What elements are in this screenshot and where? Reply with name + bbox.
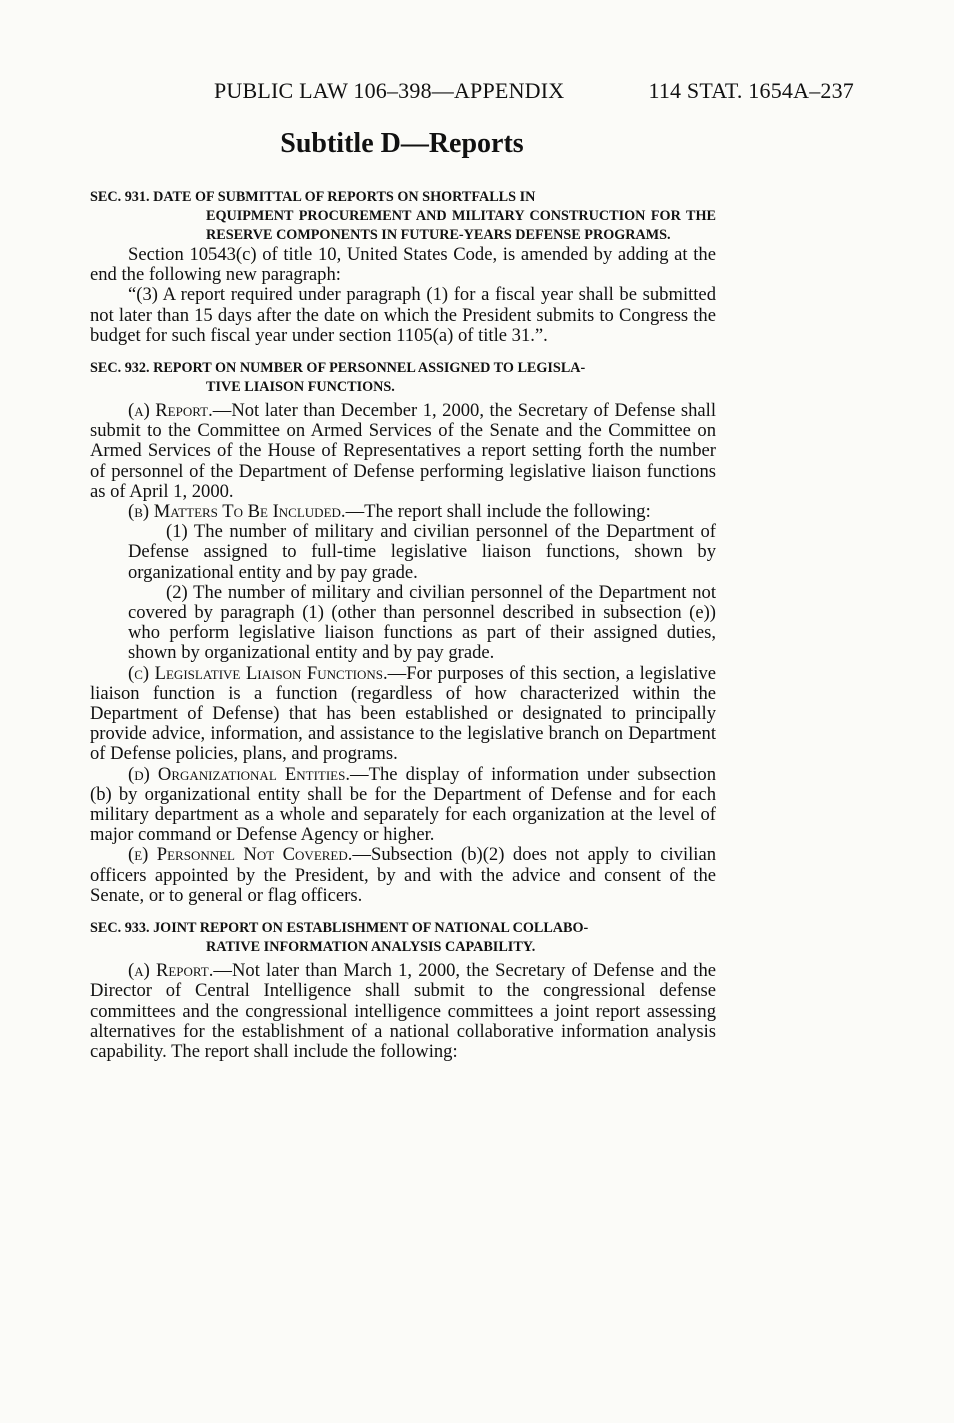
sec-932-e-heading: (e) Personnel Not Covered. [128,844,353,866]
sec-933-subsection-a [90,961,716,1062]
sec-932-subsection-e [90,845,716,906]
sec-932-d-text: —The display of information under subsection (b) by organizational entity shall be for the Department of Defense and for each military department as a whole and separately for each organization at the level of major command or Defense Agency or higher. [90,763,717,846]
sec-933-a-heading: (a) Report. [128,960,214,982]
sec-932-b-paragraph-1: (1) The number of military and civilian personnel of the Department of Defense assigned to full-time legislative liaison functions, shown by organizational entity and by pay grade. [128,521,716,583]
document-body [90,188,716,1062]
sec-932-b-paragraph-2: (2) The number of military and civilian personnel of the Department not covered by paragraph (1) (other than personnel described in subsection (e)) who perform legislative liaison functions as part of their assigned duties, shown by organizational entity and by pay grade. [128,581,716,664]
sec-931-title-cont: EQUIPMENT PROCUREMENT AND MILITARY CONSTRUCTION FOR THE RESERVE COMPONENTS IN FUTURE-YEARS DEFENSE PROGRAMS. [206,208,716,243]
sec-931-heading [90,188,716,245]
sec-932-label: SEC. 932. [90,360,150,377]
sec-932-title-cont: TIVE LIAISON FUNCTIONS. [206,379,395,396]
sec-932-b-text: —The report shall include the following: [345,501,651,523]
header-law-title: PUBLIC LAW 106–398—APPENDIX [214,78,565,103]
sec-932-c-heading: (c) Legislative Liaison Functions. [128,662,388,684]
header-page-citation: 114 STAT. 1654A–237 [648,78,854,103]
sec-933-title-cont: RATIVE INFORMATION ANALYSIS CAPABILITY. [206,939,536,956]
sec-932-c-text: —For purposes of this section, a legislative liaison function is a function (regardless of how characterized within the Department of Defense) that has been established or designated to principally provide advice, information, and assistance to the legislative branch on Department of Defense policies, plans, and programs. [90,662,716,765]
sec-932-subsection-d [90,765,716,846]
sec-932-subsection-c [90,664,716,765]
sec-932-b-heading: (b) Matters To Be Included. [128,501,346,523]
sec-932-title-line1: REPORT ON NUMBER OF PERSONNEL ASSIGNED TO LEGISLA- [153,360,586,377]
sec-933-heading [90,919,716,957]
sec-931-para-2: “(3) A report required under paragraph (1) for a fiscal year shall be submitted not later than 15 days after the date on which the President submits to Congress the budget for such fiscal year under section 1105(a) of title 31.”. [90,284,716,346]
sec-931-para-1: Section 10543(c) of title 10, United States Code, is amended by adding at the end the following new paragraph: [90,244,716,286]
sec-932-e-text: —Subsection (b)(2) does not apply to civilian officers appointed by the President, by and with the advice and consent of the Senate, or to general or flag officers. [90,844,716,906]
running-header [214,78,854,104]
sec-931-title-line1: DATE OF SUBMITTAL OF REPORTS ON SHORTFALLS IN [153,189,536,205]
sec-932-heading [90,359,716,397]
sec-932-subsection-b [90,502,716,522]
sec-932-subsection-a [90,401,716,502]
sec-932-d-heading: (d) Organizational Entities. [128,763,351,785]
subtitle-heading: Subtitle D—Reports [280,128,524,159]
sec-932-a-text: —Not later than December 1, 2000, the Secretary of Defense shall submit to the Committee on Armed Services of the Senate and the Committee on Armed Services of the House of Representatives a report setting forth the number of personnel of the Department of Defense performing legislative liaison functions as of April 1, 2000. [90,400,716,502]
sec-933-label: SEC. 933. [90,920,150,937]
sec-933-title-line1: JOINT REPORT ON ESTABLISHMENT OF NATIONAL COLLABO- [153,920,589,937]
sec-933-a-text: —Not later than March 1, 2000, the Secretary of Defense and the Director of Central Intelligence shall submit to the congressional defense committees and the congressional intelligence committees a joint report assessing alternatives for the establishment of a national collaborative information analysis capability. The report shall include the following: [90,960,716,1062]
sec-931-label: SEC. 931. [90,189,150,205]
sec-932-a-heading: (a) Report. [128,400,213,422]
